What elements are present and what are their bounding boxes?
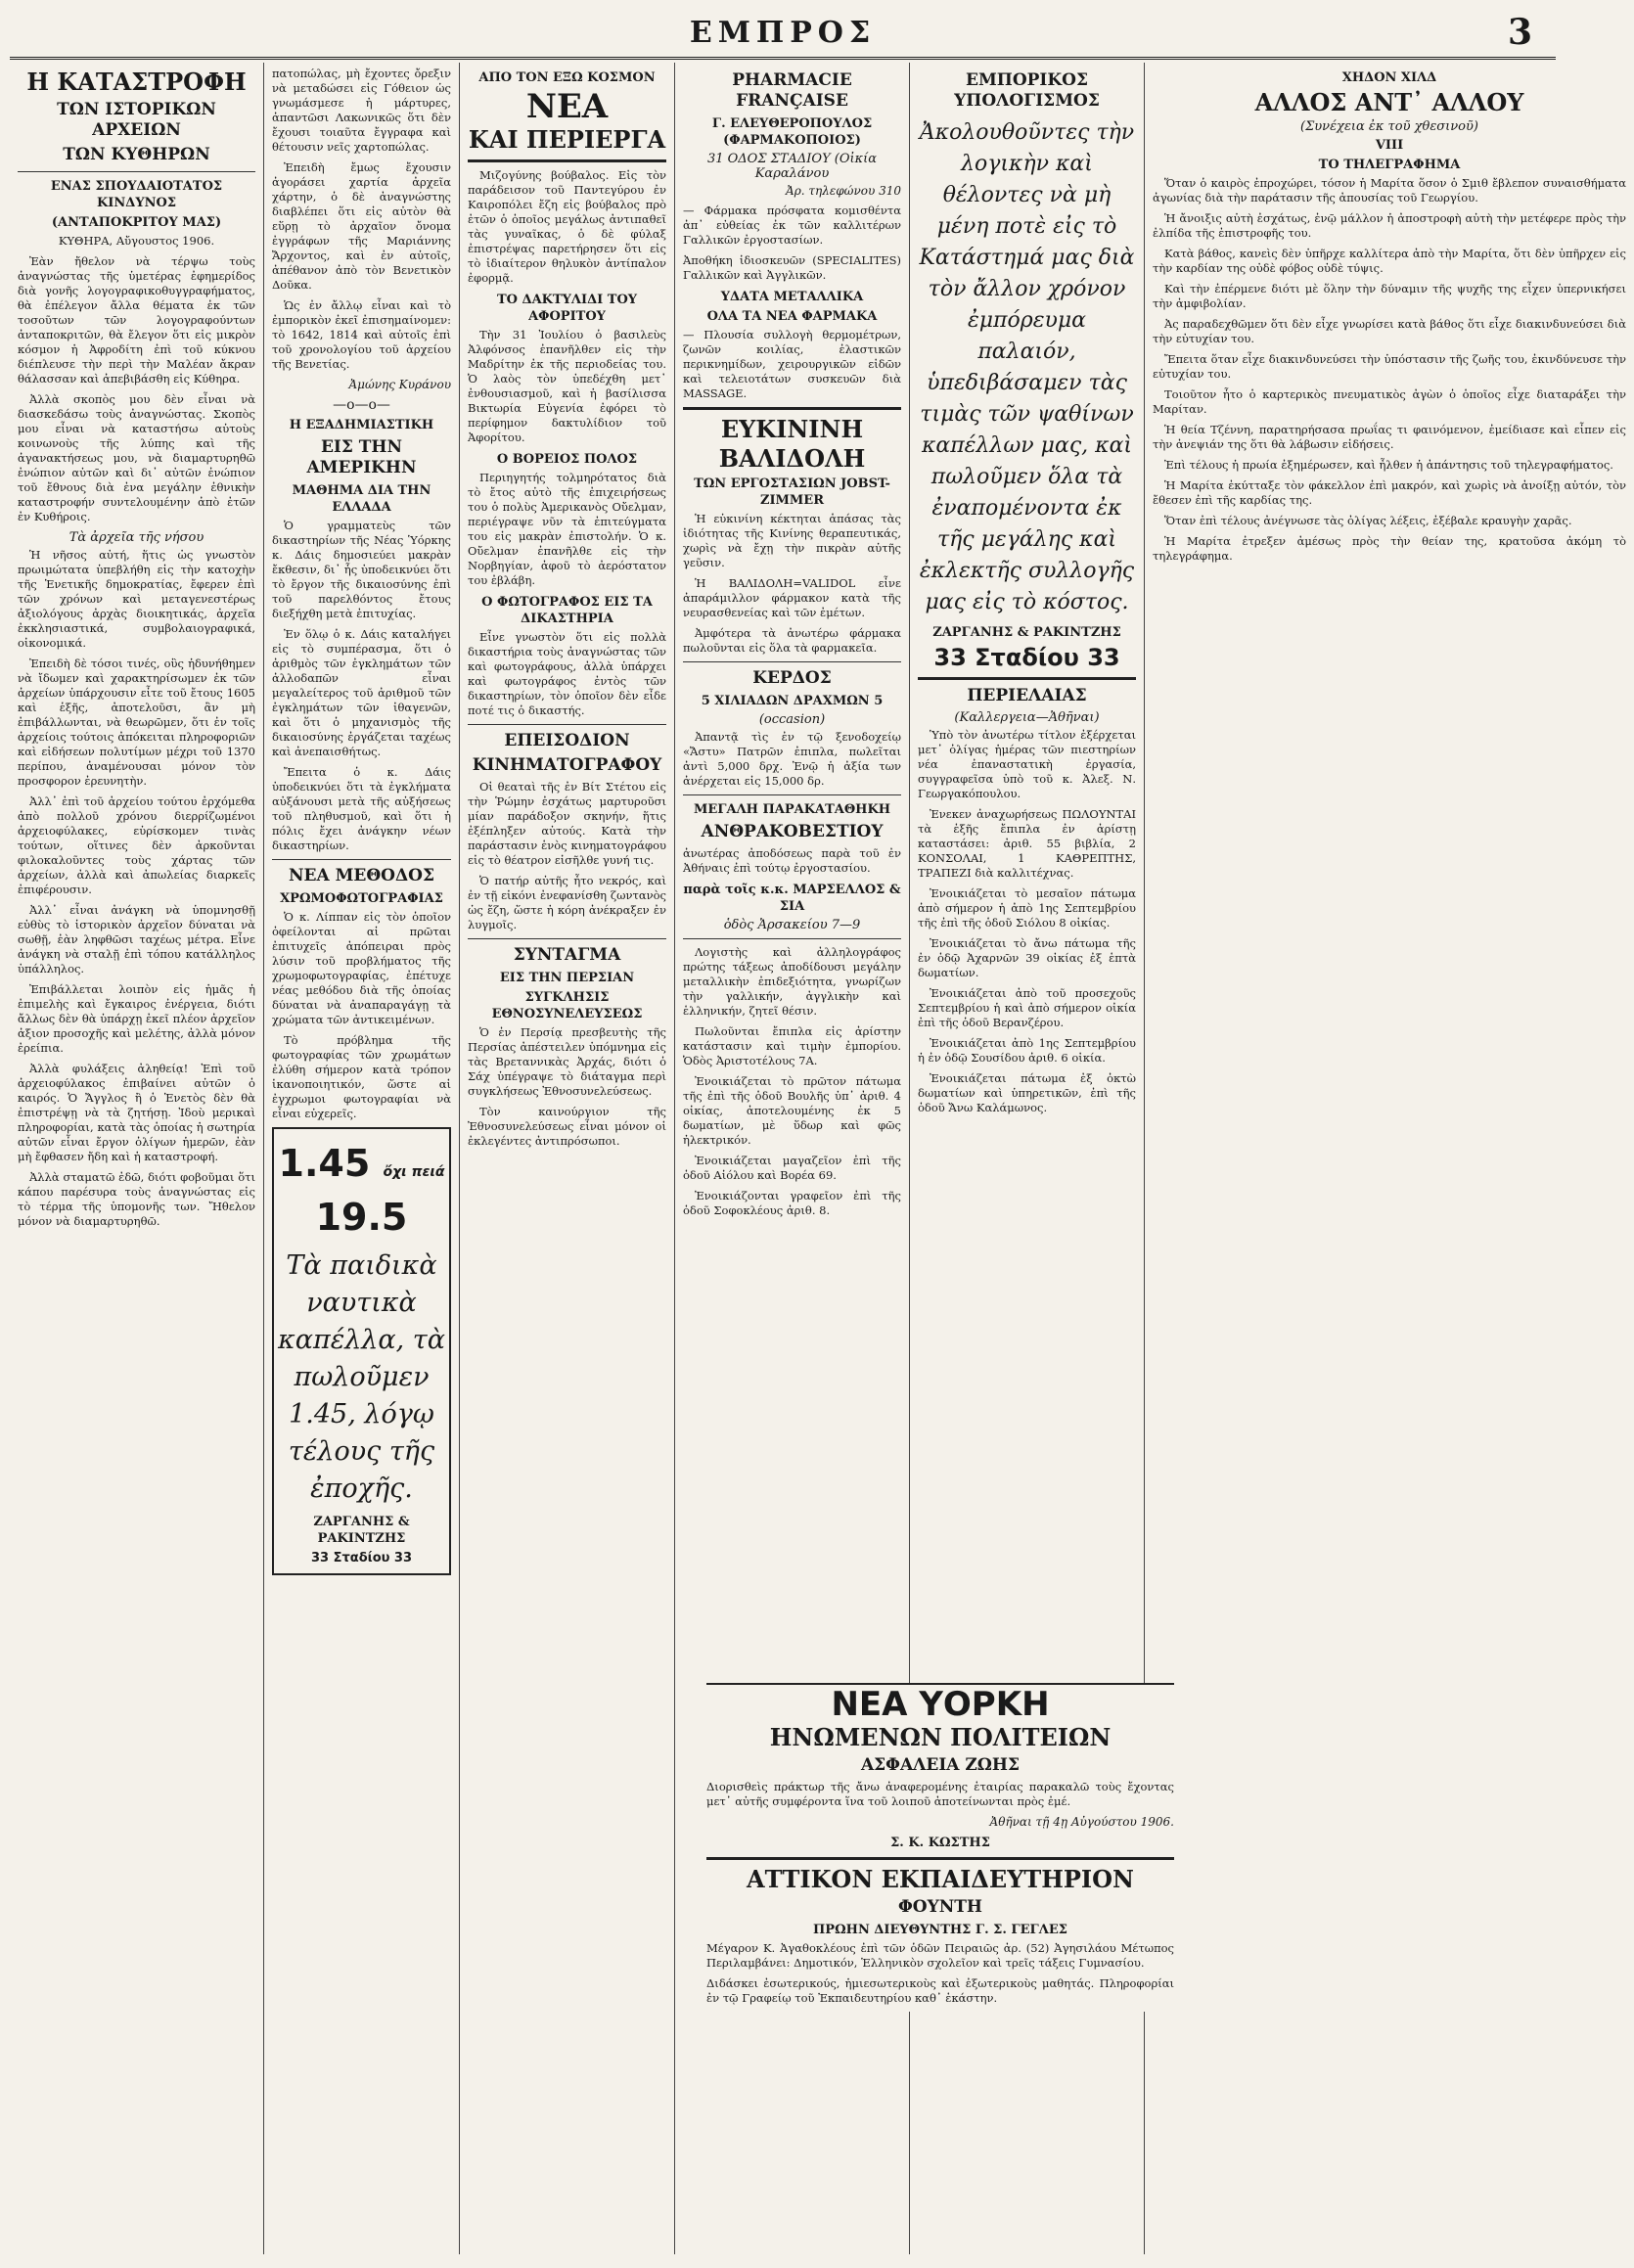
paragraph: Ἡ ἄνοιξις αὐτὴ ἐσχάτως, ἐνῷ μάλλον ἡ ἀποστροφὴ αὐτὴ τὴν μετέφερε πρὸς τὴν ἐλπίδα τῆς ἐπιστροφῆς του. [1153, 211, 1626, 240]
paragraph: Εἶνε γνωστὸν ὅτι εἰς πολλὰ δικαστήρια τοὺς ἀναγνώστας τῶν καὶ φωτογράφους, ἀλλὰ ὑπάρχει καὶ φωτογράφος ἐντὸς τῶν δικαστηρίων, τὸν ὁποῖον δὲν εἶδε ποτέ τις ὁ δικαστής. [468, 630, 666, 717]
paragraph: Ἀλλὰ σκοπὸς μου δὲν εἶναι νὰ διασκεδάσω τοὺς ἀναγνώστας. Σκοπὸς μου εἶναι νὰ καταστήσω αὐτοὺς κοινωνοὺς τῆς λύπης καὶ τῆς ἀγανακτήσεως μου, νὰ διαμαρτυρηθῶ ἐνώπιον αὐτῶν καὶ δι᾽ αὐτῶν ἐνώπιον τοῦ ἔθνους διὰ ἐνα μεγάλην ἐθνικὴν καταστροφήν συντελουμένην ἀπὸ ἐτῶν ἐν Κυθήροις. [18, 392, 255, 523]
section-subheading: (Καλλεργεια—Ἀθῆναι) [954, 710, 1100, 725]
ad-price-line [278, 1141, 445, 1240]
divider [706, 1857, 1174, 1860]
paragraph: Ἡ νῆσος αὐτή, ἥτις ὡς γνωστὸν πρωιμώτατα ὑπεβλήθη εἰς τὴν κατοχὴν τῆς Ἑνετικῆς δημοκρατίας, ἔφερεν ἐπὶ τῶν χρόνων καὶ μεταγενεστέρως ἀξιολόγους ἀρχὰς διοικητικάς, ἀρχεῖα ἐκκλησιαστικά, συμβολαιογραφικά, οἰκονομικά. [18, 548, 255, 650]
paragraph: Ὅταν ὁ καιρὸς ἐπροχώρει, τόσον ἡ Μαρίτα ὅσον ὁ Σμιθ ἔβλεπον συναισθήματα ἀγωνίας διὰ τὴν παράτασιν τῆς ἀπουσίας τοῦ Γεωργίου. [1153, 176, 1626, 204]
paragraph: Ἐπιβάλλεται λοιπὸν εἰς ἡμᾶς ἡ ἐπιμελὴς καὶ ἔγκαιρος ἐνέργεια, διότι ἄλλως δὲν θὰ ὑπάρχῃ ἐκεῖ πλέον ἀρχεῖον ἀξιον προσοχῆς καὶ μελέτης, ἀλλὰ μόνον ἐρείπια. [18, 982, 255, 1055]
ad-price-note: ὄχι πειά [383, 1164, 445, 1180]
section-heading: ΑΝΘΡΑΚΟΒΕΣΤΙΟΥ [701, 822, 884, 841]
divider [272, 859, 451, 860]
ad-date: Ἀθῆναι τῇ 4ῃ Αὐγούστου 1906. [989, 1815, 1174, 1829]
signature: Ἀμώνης Κυράνου [348, 378, 451, 391]
section-heading: Τὰ ἀρχεῖα τῆς νήσου [68, 530, 204, 545]
section-heading: ΥΔΑΤΑ ΜΕΤΑΛΛΙΚΑ [720, 290, 864, 304]
section-heading: Ο ΒΟΡΕΙΟΣ ΠΟΛΟΣ [496, 452, 638, 467]
headline-criminality: Η ΕΞΑΔΗΜΙΑΣΤΙΚΗ [289, 418, 434, 432]
occasion-note: (occasion) [758, 712, 826, 727]
divider [683, 407, 901, 410]
kicker: ΧΗΔΟΝ ΧΙΛΔ [1341, 70, 1437, 85]
commercial-heading: ΕΜΠΟΡΙΚΟΣ ΥΠΟΛΟΓΙΣΜΟΣ [954, 70, 1100, 111]
ad-new-york: ΝΕΑ ΥΟΡΚΗ [831, 1685, 1050, 1724]
paragraph: — Φάρμακα πρόσφατα κομισθέντα ἀπ᾽ εὐθείας ἐκ τῶν καλλιτέρων Γαλλικῶν ἐργοστασίων. [683, 204, 901, 247]
paragraph: Ὁ κ. Λίππαν εἰς τὸν ὁποῖον ὀφείλονται αἱ πρῶται ἐπιτυχεῖς ἀπόπειραι πρὸς λύσιν τοῦ προβλήματος τῆς χρωμοφωτογραφίας, ἐπέτυχε νέας μεθόδου διὰ τῆς ὁποίας δύναται νὰ ἀναπαραγάγῃ τὰ χρώματα τῶν ἀντικειμένων. [272, 910, 451, 1026]
divider [918, 677, 1136, 680]
paragraph: ἀνωτέρας ἀποδόσεως παρὰ τοῦ ἐν Ἀθήναις ἐπὶ τούτῳ ἐργοστασίου. [683, 846, 901, 875]
paragraph: Ἡ θεία Τζέννη, παρατηρήσασα πρωΐας τι φαινόμενον, ἐμείδιασε καὶ εἶπεν εἰς τὴν ἀνεψιάν της ὅτι θὰ λάβωσιν εἰδήσεις. [1153, 423, 1626, 451]
headline-episode: ΕΠΕΙΣΟΔΙΟΝ [504, 731, 630, 750]
paragraph: Τὴν 31 Ἰουλίου ὁ βασιλεὺς Ἀλφόνσος ἐπανῆλθεν εἰς τὴν Μαδρίτην ἐκ τῆς περιοδείας του. Ὁ λαὸς τὸν ὑπεδέχθη μετ᾽ ἐνθουσιασμοῦ, καὶ ἡ βασίλισσα Βικτωρία Εὐγενία ἐφόρει τὸ περίφημον δακτυλίδιον τοῦ Ἀφορίτου. [468, 328, 666, 444]
classified-ad: Ἐνεκεν ἀναχωρήσεως ΠΩΛΟΥΝΤΑΙ τὰ ἑξῆς ἔπιπλα ἐν ἀρίστῃ καταστάσει: ἀριθ. 55 βιβλία, 2 ΚΟΝΣΟΛΑΙ, 1 ΚΑΘΡΕΠΤΗΣ, ΤΡΑΠΕΖΙ διὰ καλλιτέχνας. [918, 807, 1136, 880]
chapter-number: VIII [1375, 138, 1404, 153]
headline-news: ΝΕΑ [525, 87, 609, 126]
paragraph: Ἡ Μαρίτα ἐτρεξεν ἀμέσως πρὸς τὴν θείαν της, κρατοῦσα ἀκόμη τὸ τηλεγράφημα. [1153, 534, 1626, 563]
pharmacy-owner: Γ. ΕΛΕΥΘΕΡΟΠΟΥΛΟΣ (ΦΑΡΜΑΚΟΠΟΙΟΣ) [711, 116, 873, 148]
ad-factory: ΤΩΝ ΕΡΓΟΣΤΑΣΙΩΝ JOBST-ZIMMER [694, 476, 890, 508]
paragraph: Ἀπαντᾷ τὶς ἐν τῷ ξενοδοχείῳ «Ἄστυ» Πατρῶν ἐπιπλα, πωλεῖται ἀντὶ 5,000 δρχ. Ἐνῷ ἡ ἀξία των ἀνέρχεται εἰς 15,000 δρ. [683, 730, 901, 788]
ad-signature: ΖΑΡΓΑΝΗΣ & ΡΑΚΙΝΤΖΗΣ [313, 1515, 410, 1546]
paragraph: Ἀς παραδεχθῶμεν ὅτι δὲν εἶχε γνωρίσει κατὰ βάθος ὅτι εἶχε διακινδυνεύσει διὰ τὴν εὐτυχίαν του. [1153, 317, 1626, 345]
paragraph: πατοπώλας, μὴ ἔχοντες ὄρεξιν νὰ μεταδώσει εἰς Γόθειον ὡς γνωμάσμεσε ἡ μάρτυρες, ἀπαντῶσι Λακωνικῶς ὅτι δὲν ἔχουσι τοιαῦτα ἔγγραφα καὶ θέτουσιν νεῖς χαρτοπώλας. [272, 67, 451, 154]
classified-ad: Ἐνοικιάζεται τὸ ἄνω πάτωμα τῆς ἐν ὁδῷ Ἀχαρνῶν 39 οἰκίας ἐξ ἑπτὰ δωματίων. [918, 936, 1136, 979]
paragraph: Ἐὰν ἤθελον νὰ τέρψω τοὺς ἀναγνώστας τῆς ὑμετέρας ἐφημερίδος διὰ γονῆς λογογραφικοθυγγραφήματος, θὰ ἐπέλεγον ἄλλα θέματα ἐκ τῶν τοσοῦτων τῶν λογογραφούντων ἀνταποκριτῶν, θὰ ἔλεγον ὅτι εἰς μικρὸν κόσμον ἡ Ἀφροδίτη ἐπὶ τοῦ κύκνου διέπλευσε τὴν περὶ τὴν Μαλέαν ἄκραν θάλασσαν καὶ ἀπεβιβάσθη εἰς Κύθηρα. [18, 254, 255, 386]
subheadline: ΕΝΑΣ ΣΠΟΥΔΑΙΟΤΑΤΟΣ ΚΙΝΔΥΝΟΣ [50, 179, 223, 210]
ad-validol: ΒΑΛΙΔΟΛΗ [718, 444, 866, 473]
classified-ad: Ἐνοικιάζεται ἀπὸ τοῦ προσεχοῦς Σεπτεμβρίου ἡ καὶ ἀπὸ σήμερον οἰκία ἐπὶ τῆς ὁδοῦ Βερανζέρου. [918, 986, 1136, 1029]
classified-ad: Ἐνοικιάζεται ἀπὸ 1ης Σεπτεμβρίου ἡ ἐν ὁδῷ Σουσίδου ἀριθ. 6 οἰκία. [918, 1036, 1136, 1065]
section-heading: ΜΕΓΑΛΗ ΠΑΡΑΚΑΤΑΘΗΚΗ [693, 802, 891, 817]
life-insurance-advertisement [706, 1683, 1174, 2012]
ad-signature: Σ. Κ. ΚΩΣΤΗΣ [890, 1836, 990, 1850]
pharmacy-phone: Ἀρ. τηλεφώνου 310 [786, 184, 901, 198]
paragraph: Ὅταν ἐπὶ τέλους ἀνέγνωσε τὰς ὀλίγας λέξεις, ἐξέβαλε κραυγὴν χαρᾶς. [1164, 514, 1572, 527]
ad-united-states: ΗΝΩΜΕΝΩΝ ΠΟΛΙΤΕΙΩΝ [769, 1723, 1112, 1751]
divider [18, 171, 255, 172]
classified-ad: Ἐνοικιάζονται γραφεῖον ἐπὶ τῆς ὁδοῦ Σοφοκλέους ἀριθ. 8. [683, 1189, 901, 1217]
paragraph: — Πλουσία συλλογὴ θερμομέτρων, ζωνῶν κοιλίας, ἐλαστικῶν περικνημίδων, χειρουργικῶν εἰδῶν καὶ τελειοτάτων συσκευῶν διὰ MASSAGE. [683, 328, 901, 400]
divider [683, 938, 901, 939]
ad-signature: ΖΑΡΓΑΝΗΣ & ΡΑΚΙΝΤΖΗΣ [932, 625, 1121, 640]
section-heading: ΤΟ ΔΑΚΤΥΛΙΔΙ ΤΟΥ ΑΦΟΡΙΤΟΥ [496, 293, 638, 324]
headline-lesson: ΜΑΘΗΜΑ ΔΙΑ ΤΗΝ ΕΛΛΑΔΑ [292, 483, 431, 515]
ad-life-insurance: ΑΣΦΑΛΕΙΑ ΖΩΗΣ [860, 1755, 1021, 1775]
ad-price-new: 1.45 [278, 1142, 371, 1185]
ad-address: 33 Σταδίου 33 [933, 644, 1120, 671]
divider [468, 159, 666, 162]
ad-eukinine: ΕΥΚΙΝΙΝΗ [720, 415, 864, 443]
classified-ad: Πωλοῦνται ἔπιπλα εἰς ἀρίστην κατάστασιν καὶ τιμὴν ἐμπορίου. Ὁδὸς Ἀριστοτέλους 7Α. [683, 1024, 901, 1067]
paragraph: Διορισθεὶς πράκτωρ τῆς ἄνω ἀναφερομένης ἑταιρίας παρακαλῶ τοὺς ἔχοντας μετ᾽ αὐτῆς συμφέροντα ἵνα τοῦ λοιποῦ ἀποτείνωνται πρὸς ἐμέ. [706, 1780, 1174, 1808]
paragraph: Ἔπειτα ὁ κ. Δάις ὑποδεικνύει ὅτι τὰ ἐγκλήματα αὐξάνουσι μετὰ τῆς αὐξήσεως τοῦ πληθυσμοῦ, καὶ ὅτι ἡ πόλις ἔχει ἀνάγκην νέων δικαστηρίων. [272, 765, 451, 852]
paragraph: Μέγαρον Κ. Ἀγαθοκλέους ἐπὶ τῶν ὁδῶν Πειραιῶς ἀρ. (52) Ἀγησιλάου Μέτωπος Περιλαμβάνει: Δημοτικόν, Ἑλληνικὸν σχολεῖον καὶ τρεῖς τάξεις Γυμνασίου. [706, 1941, 1174, 1970]
kicker: ΑΠΟ ΤΟΝ ΕΞΩ ΚΟΣΜΟΝ [478, 70, 656, 85]
paragraph: Ἀλλ᾽ ἐπὶ τοῦ ἀρχείου τούτου ἐρχόμεθα ἀπὸ πολλοῦ χρόνου διερρίζωμένοι ἀρχειοφύλακες, εὑρίσκομεν τινὰς τούτων, οἵτινες δὲν ἀρκοῦνται φιλοκαλοῦντες τοὺς χάρτας τῶν ἀρχείων, ἀλλὰ καὶ ἀπωλείας διαρκεῖς ἐπιφέρουσιν. [18, 794, 255, 896]
classified-ad: Ἐνοικιάζεται τὸ πρῶτον πάτωμα τῆς ἐπὶ τῆς ὁδοῦ Βουλῆς ὑπ᾽ ἀριθ. 4 οἰκίας, ἀποτελουμένης ἐκ 5 δωματίων, μὲ ὕδωρ καὶ φῶς ἠλεκτρικόν. [683, 1074, 901, 1147]
paragraph: Περιηγητής τολμηρότατος διὰ τὸ ἔτος αὐτὸ τῆς ἐπιχειρήσεως του ὁ πολὺς Ἀμερικανὸς Οὔελμαν, περιέγραψε νῦν τὰ ἐπιτεύγματα του εἰς μακρὰν ἐπιστολήν. Ὁ κ. Οὔελμαν ἐπανῆλθε εἰς τὴν Νορβηγίαν, ἀφοῦ τὸ ἀερόστατον του ἐβλάβη. [468, 471, 666, 587]
divider [468, 938, 666, 939]
section-heading: ΚΕΡΔΟΣ [752, 668, 832, 688]
column-6 [1145, 63, 1634, 2254]
commercial-ad-text: Ἀκολουθοῦντες τὴν λογικὴν καὶ θέλοντες νὰ μὴ μένη ποτὲ εἰς τὸ Κατάστημά μας διὰ τὸν ἄλλον χρόνον ἐμπόρευμα παλαιόν, ὑπεδιβάσαμεν τὰς τιμὰς τῶν ψαθίνων καπέλλων μας, καὶ πωλοῦμεν ὅλα τὰ ἐναπομένοντα ἐκ τῆς μεγάλης καὶ ἐκλεκτῆς συλλογῆς μας εἰς τὸ κόστος. [919, 120, 1135, 614]
merchant-name: παρὰ τοῖς κ.κ. ΜΑΡΣΕΛΛΟΣ & ΣΙΑ [683, 883, 901, 914]
paragraph: Ἐπειδὴ δὲ τόσοι τινές, οὓς ἠδυνήθημεν νὰ ἴδωμεν καὶ χαρακτηρίσωμεν ἐκ τῶν ἀρχείων ὑπάρχουσιν εἶτε τοῦ ἔτους 1605 καὶ ἑξῆς, ἀποτελοῦσι, ἂν μὴ ἐπιβάλλωνται, νὰ θεωρῶμεν, ὅτι ἐν τοῖς ἀρχείοις τούτοις ἀπόκειται πληροφοριῶν καὶ εἰδήσεων πολυτίμων μέχρι τοῦ 1370 περίπου, ἀναμένουσαι μόνον τὸν προσφορον ἐρευνητὴν. [18, 657, 255, 788]
paragraph: Καὶ τὴν ἐπέρμενε διότι μὲ ὅλην τὴν δύναμιν τῆς ψυχῆς της εἶχεν ὑπερνικήσει τὴν ἀμφιβολίαν. [1153, 282, 1626, 310]
classified-ad: Ἐνοικιάζεται πάτωμα ἐξ ὀκτὼ δωματίων καὶ ὑπηρετικῶν, ἐπὶ τῆς ὁδοῦ Ἄνω Καλάμωνος. [918, 1071, 1136, 1114]
newspaper-title: ΕΜΠΡΟΣ [689, 16, 877, 50]
hat-advertisement [272, 1127, 451, 1575]
headline-new-method: ΝΕΑ ΜΕΘΟΔΟΣ [288, 866, 434, 885]
paragraph: Ἐπειδὴ ἔμως ἔχουσιν ἀγοράσει χαρτία ἀρχεῖα χάρτην, ὁ δὲ ἀναγνώστης διαβλέπει ὅτι εἰς αὐτὸν θὰ εὕρῃ τὸ ἀρχαῖον ὄνομα ἐγγράφων τῆς Μαριάννης Ἄρχοντος, καὶ ἐν αὐτοῖς, ἀπέθανον ἀπὸ τὸν Βενετικὸν Δοῦκα. [272, 160, 451, 292]
paragraph: Ὁ ἐν Περσίᾳ πρεσβευτὴς τῆς Περσίας ἀπέστειλεν ὑπόμνημα εἰς τὰς Βρεταννικὰς Ἀρχάς, διότι ὁ Σάχ ὑπέγραψε τὸ διάταγμα περὶ συγκλήσεως Ἐθνοσυνελεύσεως. [468, 1025, 666, 1098]
paragraph: Ἐπὶ τέλους ἡ πρωία ἐξημέρωσεν, καὶ ἦλθεν ἡ ἀπάντησις τοῦ τηλεγραφήματος. [1164, 458, 1613, 472]
paragraph: Ἡ Μαρίτα ἐκύτταξε τὸν φάκελλον ἐπὶ μακρόν, καὶ χωρὶς νὰ ἀνοίξῃ αὐτόν, τὸν ἔθεσεν ἐπὶ τῆς καρδίας της. [1153, 478, 1626, 507]
paragraph: Τὸν καινούργιον τῆς Ἐθνοσυνελεύσεως εἶναι μόνον οἱ ἐκλεγέντες ἀντιπρόσωποι. [468, 1105, 666, 1148]
classified-ad: Ἐνοικιάζεται μαγαζεῖον ἐπὶ τῆς ὁδοῦ Αἰόλου καὶ Βορέα 69. [683, 1154, 901, 1182]
headline-kythera: ΤΩΝ ΚΥΘΗΡΩΝ [63, 145, 210, 164]
paragraph: Ὁ πατήρ αὐτῆς ἦτο νεκρός, καὶ ἐν τῇ εἰκόνι ἐνεφανίσθη ζωντανὸς ὡς ἔζη, ὥστε ἡ κόρη ἀνέκραξεν ἐν λυγμοῖς. [468, 874, 666, 931]
headline-constitution: ΣΥΝΤΑΓΜΑ [513, 945, 621, 965]
section-heading: ΟΛΑ ΤΑ ΝΕΑ ΦΑΡΜΑΚΑ [706, 309, 878, 324]
paragraph: Ἀλλ᾽ εἶναι ἀνάγκη νὰ ὑπομνησθῇ εὐθὺς τὸ ἱστορικὸν ἀρχεῖον δύναται νὰ σωθῇ, ἐὰν ληφθῶσι ταχέως μέτρα. Εἶνε ἀνάγκη νὰ σταλῇ ἐπὶ τόπου κατάλληλος ὑπάλληλος. [18, 903, 255, 975]
paragraph: Ἡ ΒΑΛΙΔΟΛΗ=VALIDOL εἶνε ἀπαράμιλλον φάρμακον κατὰ τῆς νευρασθενείας καὶ τῶν ἐμέτων. [683, 576, 901, 619]
paragraph: Ἀλλὰ φυλάξεις ἀληθείᾳ! Ἐπὶ τοῦ ἀρχειοφύλακος ἐπιβαίνει αὐτῶν ὁ καιρός. Ὁ Ἄγγλος ἢ ὁ Ἑνετὸς δὲν θὰ ἐπιστρέψῃ νὰ τὰ ζητήσῃ. Ἰδοὺ μερικαὶ πληροφορίαι, κατὰ τὰς ὁποίας ἡ σωτηρία αὐτῶν εἶναι ἔργον ὀλίγων ἡμερῶν, ἐὰν μὴ ἔφθασεν ἤδη καὶ ἡ καταστροφή. [18, 1062, 255, 1163]
paragraph: Ἀλλὰ σταματῶ ἐδῶ, διότι φοβοῦμαι ὅτι κάπου παρέσυρα τοὺς ἀναγνώστας εἰς τὸ τέρμα τῆς ὑπομονῆς των. Ἤθελον μόνον νὰ διαμαρτυρηθῶ. [18, 1170, 255, 1228]
school-title: ΑΤΤΙΚΟΝ ΕΚΠΑΙΔΕΥΤΗΡΙΟΝ [747, 1865, 1134, 1893]
divider [468, 724, 666, 725]
paragraph: Ἀποθήκη ἰδιοσκευῶν (SPECIALITES) Γαλλικῶν καὶ Ἀγγλικῶν. [683, 253, 901, 282]
divider [683, 661, 901, 662]
ad-price-old: 19.5 [315, 1196, 408, 1239]
chapter-title: ΤΟ ΤΗΛΕΓΡΑΦΗΜΑ [1318, 158, 1461, 172]
headline-catastrophe: Η ΚΑΤΑΣΤΡΟΦΗ [26, 68, 247, 96]
headline-persia: ΕΙΣ ΤΗΝ ΠΕΡΣΙΑΝ [499, 971, 635, 985]
dateline: ΚΥΘΗΡΑ, Αὔγουστος 1906. [58, 234, 215, 248]
paragraph: Ἔπειτα ὅταν εἶχε διακινδυνεύσει τὴν ὑπόστασιν τῆς ζωῆς του, ἐκινδύνευσε τὴν εὐτυχίαν του. [1153, 352, 1626, 381]
paragraph: Οἱ θεαταὶ τῆς ἐν Βίτ Στέτου εἰς τὴν Ῥώμην ἐσχάτως μαρτυροῦσι μίαν παράδοξον σκηνήν, ἥτις ἐξέπληξεν αὐτούς. Κατὰ τὴν παράστασιν ἑνὸς κινηματογράφου εἰς τὸ θέατρον εἰσῆλθε γυνή τις. [468, 780, 666, 867]
paragraph: Ἐν ὅλῳ ὁ κ. Δάις καταλήγει εἰς τὸ συμπέρασμα, ὅτι ὁ ἀριθμὸς τῶν ἐγκλημάτων τῶν ἀλλοδαπῶν εἶναι μεγαλείτερος τοῦ ἀριθμοῦ τῶν ἐγκλημάτων τῶν ἰθαγενῶν, καὶ ὅτι ὁ μηχανισμὸς τῆς δικαιοσύνης ἐργάζεται ταχέως καὶ ἀνεπαισθήτως. [272, 627, 451, 758]
continuation-note: (Συνέχεια ἐκ τοῦ χθεσινοῦ) [1300, 119, 1478, 134]
column-1 [10, 63, 264, 2254]
school-director: ΠΡΩΗΝ ΔΙΕΥΘΥΝΤΗΣ Γ. Σ. ΓΕΓΛΕΣ [813, 1923, 1067, 1937]
headline-america: ΕΙΣ ΤΗΝ ΑΜΕΡΙΚΗΝ [306, 437, 417, 477]
classified-ad: Ἐνοικιάζεται τὸ μεσαῖον πάτωμα ἀπὸ σήμερον ἡ ἀπὸ 1ης Σεπτεμβρίου τῆς ἐπὶ τῆς ὁδοῦ Σιόλου 8 οἰκίας. [918, 886, 1136, 930]
ad-kids-hats-text: Τὰ παιδικὰ ναυτικὰ καπέλλα, τὰ πωλοῦμεν 1.45, λόγῳ τέλους τῆς ἐποχῆς. [278, 1250, 445, 1504]
headline-curiosities: ΚΑΙ ΠΕΡΙΕΡΓΑ [468, 125, 666, 154]
column-3 [460, 63, 675, 2254]
masthead [0, 10, 1566, 53]
merchant-address: ὁδὸς Ἀρσακείου 7—9 [723, 918, 861, 932]
paragraph: Τὸ πρόβλημα τῆς φωτογραφίας τῶν χρωμάτων ἐλύθη σήμερον κατὰ τρόπον ἱκανοποιητικόν, ὥστε αἱ ἐγχρωμοι φωτογραφίαι νὰ εἶναι εὐχερεῖς. [272, 1033, 451, 1120]
headline-assembly: ΣΥΓΚΛΗΣΙΣ ΕΘΝΟΣΥΝΕΛΕΥΣΕΩΣ [491, 990, 643, 1021]
paragraph: Μιζογύνης βούβαλος. Εἰς τὸν παράδεισον τοῦ Παντεγύρου ἐν Καιροπόλει ἔζη εἰς βούβαλος πρὸ ἐτῶν ὁ ὁποῖος μεγάλως ἀντιπαθεῖ τὰς γυναῖκας, ὁ δὲ φύλαξ ἐπιστρέψας παρετήρησεν ὅτι εἰς τὸ ἰδιαίτερον θηλυκὸν ἀντίπαλον ἐφορμᾷ. [468, 168, 666, 285]
paragraph: Ὁ γραμματεὺς τῶν δικαστηρίων τῆς Νέας Ὑόρκης κ. Δάις δημοσιεύει μακρὰν ἔκθεσιν, δι᾽ ἧς ὑποδεικνύει ὅτι τὸ ἔργον τῆς δικαιοσύνης ἐπὶ τοῦ παρελθόντος ἔτους διεξήχθη μετὰ ἐπιτυχίας. [272, 519, 451, 620]
section-heading: Ο ΦΩΤΟΓΡΑΦΟΣ ΕΙΣ ΤΑ ΔΙΚΑΣΤΗΡΙΑ [481, 595, 653, 626]
school-name: ΦΟΥΝΤΗ [897, 1897, 982, 1917]
section-heading: ΠΕΡΙΕΛΑΙΑΣ [967, 686, 1087, 705]
page-number: 3 [1507, 12, 1532, 53]
headline-color-photography: ΧΡΩΜΟΦΩΤΟΓΡΑΦΙΑΣ [280, 891, 443, 906]
headline-cinema: ΚΙΝΗΜΑΤΟΓΡΑΦΟΥ [472, 755, 662, 775]
column-2 [264, 63, 460, 2254]
serial-title: ΑΛΛΟΣ ΑΝΤ᾽ ΑΛΛΟΥ [1254, 88, 1524, 116]
divider [683, 794, 901, 795]
paragraph: Κατὰ βάθος, κανεὶς δὲν ὑπῆρχε καλλίτερα ἀπὸ τὴν Μαρίτα, ὅτι δὲν ὑπῆρχεν εἰς τὴν καρδίαν της οὐδὲ φόβος οὐδὲ τύψις. [1153, 247, 1626, 275]
headline-archives: ΤΩΝ ΙΣΤΟΡΙΚΩΝ ΑΡΧΕΙΩΝ [57, 100, 216, 140]
paragraph: Ἀμφότερα τὰ ἀνωτέρω φάρμακα πωλοῦνται εἰς ὅλα τὰ φαρμακεῖα. [683, 626, 901, 655]
paragraph: Ἡ εὐκινίνη κέκτηται ἁπάσας τὰς ἰδιότητας τῆς Κινίνης θεραπευτικάς, χωρὶς νὰ ἔχῃ τὴν πικρὰν αὐτῆς γεῦσιν. [683, 512, 901, 569]
pharmacy-address: 31 ΟΔΟΣ ΣΤΑΔΙΟΥ (Οἰκία Καραλάνου [706, 152, 878, 181]
section-heading: 5 ΧΙΛΙΑΔΩΝ ΔΡΑΧΜΩΝ 5 [701, 694, 884, 708]
ad-address: 33 Σταδίου 33 [310, 1551, 413, 1565]
paragraph: Ὑπὸ τὸν ἀνωτέρω τίτλον ἐξέρχεται μετ᾽ ὀλίγας ἡμέρας τῶν πιεστηρίων νέα ἐπαναστατικὴ ἐργασία, συγγραφεῖσα ὑπὸ τοῦ κ. Ἀλεξ. Ν. Γεωργακόπουλου. [918, 728, 1136, 800]
paragraph: Ὡς ἐν ἄλλῳ εἶναι καὶ τὸ ἐμπορικὸν ἐκεῖ ἐπισημαίνομεν: τὸ 1642, 1814 καὶ αὐτοῖς ἐπὶ τοῦ χρονολογίου τοῦ ἀρχείου τῆς Βενετίας. [272, 298, 451, 371]
pharmacy-title: PHARMACIE FRANÇAISE [732, 70, 852, 111]
classified-ad: Λογιστὴς καὶ ἀλληλογράφος πρώτης τάξεως ἀποδίδουσι μεγάλην μεταλλικὴν ἐπιδεξιότητα, γνωρίζων τὴν γαλλικήν, ἀγγλικὴν καὶ ἑλληνικήν, ζητεῖ θέσιν. [683, 945, 901, 1018]
paragraph: Διδάσκει ἐσωτερικούς, ἡμιεσωτερικοὺς καὶ ἐξωτερικοὺς μαθητάς. Πληροφορίαι ἐν τῷ Γραφείῳ τοῦ Ἐκπαιδευτηρίου καθ᾽ ἑκάστην. [706, 1976, 1174, 2005]
masthead-rule [10, 57, 1556, 60]
ornament: —ο—ο— [333, 397, 390, 413]
paragraph: Τοιοῦτον ἦτο ὁ καρτερικὸς πνευματικὸς ἀγὼν ὁ ὁποῖος εἶχε διαταράξει τὴν Μαρίταν. [1153, 387, 1626, 416]
byline: (ΑΝΤΑΠΟΚΡΙΤΟΥ ΜΑΣ) [51, 215, 222, 230]
